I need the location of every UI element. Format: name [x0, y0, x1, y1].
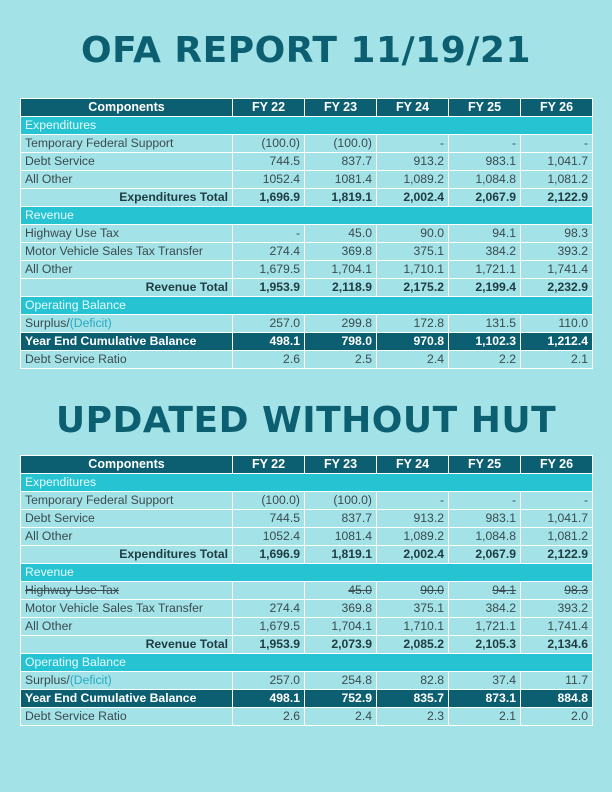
row-motor-vehicle-sales-tax	[21, 243, 593, 261]
row-expenditures-total	[21, 546, 593, 564]
updated-report-table	[20, 455, 593, 726]
value-cell: 2.5	[305, 351, 377, 369]
row-label	[21, 582, 233, 600]
value-cell: -	[449, 492, 521, 510]
value-cell: 274.4	[233, 243, 305, 261]
row-label: All Other	[21, 171, 233, 189]
value-cell: 1052.4	[233, 171, 305, 189]
row-motor-vehicle-sales-tax	[21, 600, 593, 618]
value-cell: 1,679.5	[233, 261, 305, 279]
value-cell: 2.4	[377, 351, 449, 369]
row-debt-service-ratio	[21, 708, 593, 726]
value-cell: 744.5	[233, 510, 305, 528]
row-label: Year End Cumulative Balance	[21, 690, 233, 708]
row-debt-service-ratio	[21, 351, 593, 369]
value-cell: 2,085.2	[377, 636, 449, 654]
value-cell: 884.8	[521, 690, 593, 708]
value-cell: 131.5	[449, 315, 521, 333]
value-cell: 254.8	[305, 672, 377, 690]
row-debt-service	[21, 510, 593, 528]
header-fy24: FY 24	[377, 99, 449, 117]
value-cell: 1081.4	[305, 171, 377, 189]
row-highway-use-tax	[21, 225, 593, 243]
row-label: Temporary Federal Support	[21, 492, 233, 510]
value-cell: 393.2	[521, 600, 593, 618]
value-cell: 1,819.1	[305, 546, 377, 564]
value-cell: 983.1	[449, 153, 521, 171]
value-cell: 1,741.4	[521, 618, 593, 636]
value-cell: (100.0)	[305, 492, 377, 510]
value-cell: 2.6	[233, 351, 305, 369]
struck-label: Highway Use Tax	[25, 583, 119, 597]
value-cell: 1,081.2	[521, 171, 593, 189]
value-cell: 384.2	[449, 243, 521, 261]
value-cell: 11.7	[521, 672, 593, 690]
row-label: Revenue Total	[21, 636, 233, 654]
deficit-label: (Deficit)	[69, 316, 112, 330]
value-cell: 257.0	[233, 315, 305, 333]
row-label: All Other	[21, 528, 233, 546]
header-fy23: FY 23	[305, 456, 377, 474]
value-cell: 369.8	[305, 600, 377, 618]
header-fy23: FY 23	[305, 99, 377, 117]
value-cell: 2.2	[449, 351, 521, 369]
row-label: Debt Service Ratio	[21, 351, 233, 369]
value-cell: 257.0	[233, 672, 305, 690]
header-fy26: FY 26	[521, 99, 593, 117]
section-revenue	[21, 207, 593, 225]
value-cell: 45.0	[305, 225, 377, 243]
value-cell: 873.1	[449, 690, 521, 708]
row-revenue-total	[21, 279, 593, 297]
value-cell: 970.8	[377, 333, 449, 351]
value-cell: 37.4	[449, 672, 521, 690]
row-label: Motor Vehicle Sales Tax Transfer	[21, 243, 233, 261]
section-operating-balance	[21, 654, 593, 672]
value-cell: 1,084.8	[449, 171, 521, 189]
value-cell: 2.3	[377, 708, 449, 726]
row-label: Motor Vehicle Sales Tax Transfer	[21, 600, 233, 618]
value-cell: 2,232.9	[521, 279, 593, 297]
value-cell: 1,089.2	[377, 171, 449, 189]
value-cell: 983.1	[449, 510, 521, 528]
value-cell: 1,953.9	[233, 279, 305, 297]
value-cell: 2,122.9	[521, 189, 593, 207]
value-cell: 1081.4	[305, 528, 377, 546]
value-cell	[233, 582, 305, 600]
value-cell: 2.0	[521, 708, 593, 726]
header-fy22: FY 22	[233, 99, 305, 117]
row-all-other-revenue	[21, 261, 593, 279]
value-cell: 752.9	[305, 690, 377, 708]
value-cell: (100.0)	[233, 492, 305, 510]
header-components: Components	[21, 456, 233, 474]
value-cell: 1,041.7	[521, 510, 593, 528]
value-cell: -	[377, 135, 449, 153]
value-cell: 2,002.4	[377, 546, 449, 564]
value-cell: 837.7	[305, 510, 377, 528]
value-cell: 1,721.1	[449, 618, 521, 636]
value-cell: 82.8	[377, 672, 449, 690]
section-expenditures	[21, 474, 593, 492]
value-cell: 1,696.9	[233, 546, 305, 564]
value-cell: 1,819.1	[305, 189, 377, 207]
value-cell: 2,105.3	[449, 636, 521, 654]
header-components: Components	[21, 99, 233, 117]
row-temporary-federal-support	[21, 135, 593, 153]
value-cell: 2.1	[521, 351, 593, 369]
value-cell: 837.7	[305, 153, 377, 171]
ofa-report-table	[20, 98, 593, 369]
header-row	[21, 456, 593, 474]
value-cell: (100.0)	[233, 135, 305, 153]
surplus-label: Surplus/	[25, 673, 70, 687]
header-fy24: FY 24	[377, 456, 449, 474]
value-cell: 498.1	[233, 333, 305, 351]
value-cell: 1,721.1	[449, 261, 521, 279]
value-cell	[377, 582, 449, 600]
header-fy25: FY 25	[449, 99, 521, 117]
section-revenue	[21, 564, 593, 582]
value-cell: 2,199.4	[449, 279, 521, 297]
deficit-label: (Deficit)	[69, 673, 112, 687]
row-label: Debt Service	[21, 153, 233, 171]
value-cell: 1,710.1	[377, 618, 449, 636]
value-cell: 498.1	[233, 690, 305, 708]
value-cell: 375.1	[377, 243, 449, 261]
header-fy26: FY 26	[521, 456, 593, 474]
value-cell: 1,696.9	[233, 189, 305, 207]
value-cell: -	[233, 225, 305, 243]
row-all-other-expenditures	[21, 171, 593, 189]
row-label: All Other	[21, 261, 233, 279]
value-cell: 1,704.1	[305, 618, 377, 636]
value-cell: 299.8	[305, 315, 377, 333]
row-label: Expenditures Total	[21, 189, 233, 207]
value-cell: 1,679.5	[233, 618, 305, 636]
value-cell: 2,067.9	[449, 546, 521, 564]
header-fy25: FY 25	[449, 456, 521, 474]
section-label: Revenue	[21, 207, 593, 225]
section-label: Operating Balance	[21, 297, 593, 315]
value-cell: 1,710.1	[377, 261, 449, 279]
value-cell: 2,134.6	[521, 636, 593, 654]
value-cell	[305, 582, 377, 600]
value-cell: 274.4	[233, 600, 305, 618]
value-cell: 744.5	[233, 153, 305, 171]
row-label: Debt Service Ratio	[21, 708, 233, 726]
header-row	[21, 99, 593, 117]
row-label: Revenue Total	[21, 279, 233, 297]
row-label: Year End Cumulative Balance	[21, 333, 233, 351]
value-cell: 2,122.9	[521, 546, 593, 564]
struck-value: 94.1	[492, 583, 516, 597]
value-cell: -	[521, 135, 593, 153]
value-cell: -	[377, 492, 449, 510]
value-cell: 1052.4	[233, 528, 305, 546]
value-cell: 90.0	[377, 225, 449, 243]
value-cell: 2,175.2	[377, 279, 449, 297]
row-temporary-federal-support	[21, 492, 593, 510]
value-cell: 1,041.7	[521, 153, 593, 171]
row-expenditures-total	[21, 189, 593, 207]
row-all-other-expenditures	[21, 528, 593, 546]
row-highway-use-tax-struck	[21, 582, 593, 600]
value-cell: 110.0	[521, 315, 593, 333]
value-cell: 1,102.3	[449, 333, 521, 351]
header-fy22: FY 22	[233, 456, 305, 474]
value-cell: 369.8	[305, 243, 377, 261]
row-year-end-balance	[21, 333, 593, 351]
value-cell: -	[521, 492, 593, 510]
row-label: Expenditures Total	[21, 546, 233, 564]
row-label: All Other	[21, 618, 233, 636]
value-cell: 913.2	[377, 510, 449, 528]
section-expenditures	[21, 117, 593, 135]
row-label	[21, 315, 233, 333]
value-cell: 384.2	[449, 600, 521, 618]
row-all-other-revenue	[21, 618, 593, 636]
report-title: OFA REPORT 11/19/21	[80, 30, 532, 71]
value-cell: 2.4	[305, 708, 377, 726]
value-cell: 2,073.9	[305, 636, 377, 654]
updated-title: UPDATED WITHOUT HUT	[55, 400, 557, 441]
value-cell: 1,089.2	[377, 528, 449, 546]
value-cell: 2,118.9	[305, 279, 377, 297]
struck-value: 45.0	[348, 583, 372, 597]
value-cell: 1,953.9	[233, 636, 305, 654]
value-cell: -	[449, 135, 521, 153]
struck-value: 90.0	[420, 583, 444, 597]
value-cell: 835.7	[377, 690, 449, 708]
section-label: Revenue	[21, 564, 593, 582]
surplus-label: Surplus/	[25, 316, 70, 330]
value-cell	[449, 582, 521, 600]
row-surplus-deficit	[21, 672, 593, 690]
value-cell: 98.3	[521, 225, 593, 243]
value-cell: 913.2	[377, 153, 449, 171]
row-surplus-deficit	[21, 315, 593, 333]
row-label: Highway Use Tax	[21, 225, 233, 243]
value-cell: 393.2	[521, 243, 593, 261]
row-debt-service	[21, 153, 593, 171]
value-cell: 1,704.1	[305, 261, 377, 279]
row-revenue-total	[21, 636, 593, 654]
value-cell: (100.0)	[305, 135, 377, 153]
section-operating-balance	[21, 297, 593, 315]
value-cell: 1,212.4	[521, 333, 593, 351]
row-label: Debt Service	[21, 510, 233, 528]
value-cell: 1,741.4	[521, 261, 593, 279]
struck-value: 98.3	[564, 583, 588, 597]
value-cell: 1,084.8	[449, 528, 521, 546]
value-cell: 2,002.4	[377, 189, 449, 207]
row-label: Temporary Federal Support	[21, 135, 233, 153]
value-cell: 2.6	[233, 708, 305, 726]
value-cell: 2.1	[449, 708, 521, 726]
value-cell	[521, 582, 593, 600]
section-label: Operating Balance	[21, 654, 593, 672]
value-cell: 798.0	[305, 333, 377, 351]
value-cell: 172.8	[377, 315, 449, 333]
section-label: Expenditures	[21, 474, 593, 492]
value-cell: 94.1	[449, 225, 521, 243]
section-label: Expenditures	[21, 117, 593, 135]
row-label	[21, 672, 233, 690]
row-year-end-balance	[21, 690, 593, 708]
value-cell: 2,067.9	[449, 189, 521, 207]
value-cell: 375.1	[377, 600, 449, 618]
value-cell: 1,081.2	[521, 528, 593, 546]
